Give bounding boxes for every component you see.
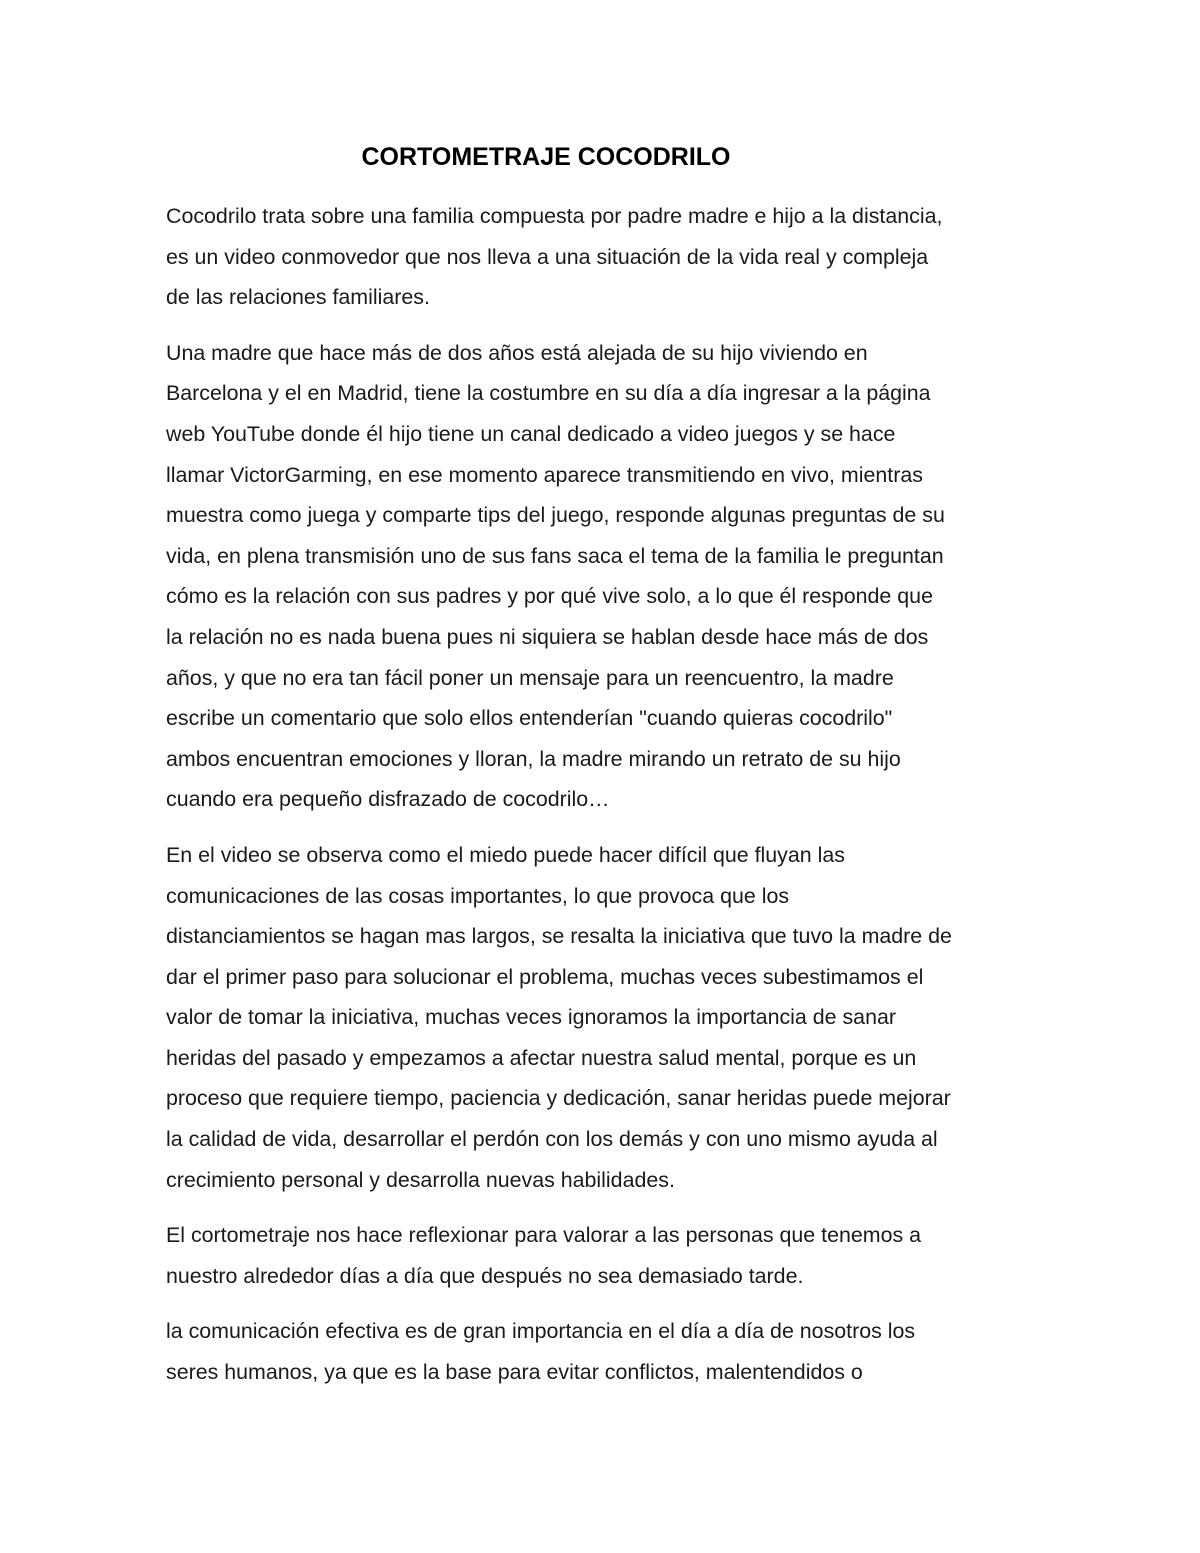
- document-body: [166, 196, 1046, 1408]
- text-line: escribe un comentario que solo ellos entenderían "cuando quieras cocodrilo": [166, 706, 893, 731]
- text-line: valor de tomar la iniciativa, muchas veces ignoramos la importancia de sanar: [166, 1005, 896, 1030]
- text-line: Barcelona y el en Madrid, tiene la costumbre en su día a día ingresar a la página: [166, 381, 931, 406]
- text-line: años, y que no era tan fácil poner un mensaje para un reencuentro, la madre: [166, 665, 894, 690]
- text-line: la calidad de vida, desarrollar el perdón con los demás y con uno mismo ayuda al: [166, 1127, 938, 1152]
- text-line: seres humanos, ya que es la base para evitar conflictos, malentendidos o: [166, 1360, 863, 1385]
- text-line: vida, en plena transmisión uno de sus fans saca el tema de la familia le preguntan: [166, 543, 944, 568]
- text-line: la comunicación efectiva es de gran importancia en el día a día de nosotros los: [166, 1319, 916, 1344]
- paragraph-story: [166, 333, 1046, 820]
- text-line: web YouTube donde él hijo tiene un canal dedicado a video juegos y se hace: [166, 421, 896, 446]
- text-line: proceso que requiere tiempo, paciencia y dedicación, sanar heridas puede mejorar: [166, 1086, 951, 1111]
- text-line: muestra como juega y comparte tips del juego, responde algunas preguntas de su: [166, 503, 945, 528]
- page-title: CORTOMETRAJE COCODRILO: [361, 143, 731, 171]
- text-line: El cortometraje nos hace reflexionar para valorar a las personas que tenemos a: [166, 1223, 922, 1248]
- text-line: En el video se observa como el miedo puede hacer difícil que fluyan las: [166, 842, 845, 867]
- text-line: es un video conmovedor que nos lleva a una situación de la vida real y compleja: [166, 244, 929, 269]
- text-line: cómo es la relación con sus padres y por qué vive solo, a lo que él responde que: [166, 584, 933, 609]
- text-line: Una madre que hace más de dos años está alejada de su hijo viviendo en: [166, 340, 868, 365]
- text-line: Cocodrilo trata sobre una familia compuesta por padre madre e hijo a la distancia,: [166, 204, 943, 228]
- paragraph-reflection: [166, 1215, 1046, 1296]
- text-line: heridas del pasado y empezamos a afectar nuestra salud mental, porque es un: [166, 1045, 917, 1070]
- text-line: comunicaciones de las cosas importantes, lo que provoca que los: [166, 883, 790, 908]
- text-line: de las relaciones familiares.: [166, 285, 430, 310]
- text-line: ambos encuentran emociones y lloran, la madre mirando un retrato de su hijo: [166, 746, 901, 771]
- paragraph-communication: [166, 1311, 1046, 1392]
- text-line: crecimiento personal y desarrolla nuevas habilidades.: [166, 1167, 675, 1192]
- text-line: distanciamientos se hagan mas largos, se resalta la iniciativa que tuvo la madre de: [166, 924, 952, 949]
- text-line: cuando era pequeño disfrazado de cocodrilo…: [166, 787, 610, 812]
- text-line: la relación no es nada buena pues ni siquiera se hablan desde hace más de dos: [166, 624, 929, 649]
- text-line: dar el primer paso para solucionar el problema, muchas veces subestimamos el: [166, 964, 924, 989]
- paragraph-analysis: [166, 835, 1046, 1200]
- paragraph-intro: [166, 196, 1046, 318]
- text-line: llamar VictorGarming, en ese momento aparece transmitiendo en vivo, mientras: [166, 462, 923, 487]
- text-line: nuestro alrededor días a día que después no sea demasiado tarde.: [166, 1263, 804, 1288]
